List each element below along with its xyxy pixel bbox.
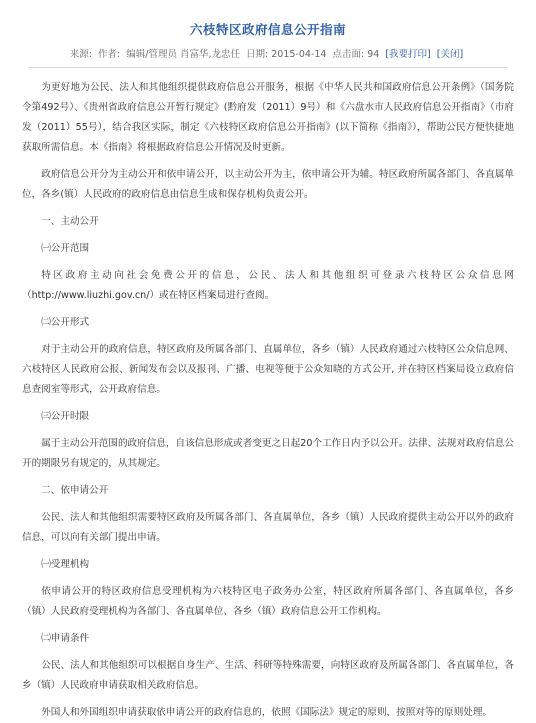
scope-paragraph: 特区政府主动向社会免费公开的信息，公民、法人和其他组织可登录六枝特区公众信息网（http://www.liuzhi.gov.cn/）或在特区档案局进行查阅。 bbox=[22, 270, 514, 301]
source-label: 来源: bbox=[69, 49, 92, 60]
accepting-agency-paragraph: 依申请公开的特区政府信息受理机构为六枝特区电子政务办公室，特区政府所属各部门、各直属单位，各乡（镇）人民政府受理机构为各部门、各直属单位、各乡（镇）政府信息公开工作机构。 bbox=[22, 586, 514, 617]
subheading-time-limit: ㈢公开时限 bbox=[41, 411, 90, 422]
article-meta bbox=[28, 46, 508, 68]
article-title: 六枝特区政府信息公开指南 bbox=[189, 22, 346, 37]
form-paragraph: 对于主动公开的政府信息，特区政府及所属各部门、直属单位，各乡（镇）人民政府通过六枝特区公众信息网、六枝特区人民政府公报、新闻发布会以及报刊、广播、电视等便于公众知晓的方式公开, 并在特区档案局设立政府信息查阅室等形式，公开政府信息。 bbox=[22, 344, 514, 395]
overview-paragraph: 政府信息公开分为主动公开和依申请公开，以主动公开为主，依申请公开为辅。特区政府所属各部门、各直属单位，各乡(镇）人民政府的政府信息由信息生成和保存机构负责公开。 bbox=[22, 169, 514, 200]
editors: 编辑/管理员 肖富华,龙忠任 bbox=[126, 49, 241, 60]
foreigners-paragraph: 外国人和外国组织申请获取依申请公开的政府信息的，依照《国际法》规定的原则，按照对等的原则处理。 bbox=[41, 707, 493, 718]
subheading-scope: ㈠公开范围 bbox=[41, 243, 90, 254]
publish-date: 2015-04-14 bbox=[271, 49, 327, 60]
section-heading-proactive: 一、主动公开 bbox=[41, 216, 99, 227]
intro-paragraph: 为更好地为公民、法人和其他组织提供政府信息公开服务，根据《中华人民共和国政府信息公开条例》（国务院令第492号）、《贵州省政府信息公开暂行规定》(黔府发（2011）9号）和《六盘水市人民政府信息公开指南》（市府发（2011）55号），结合我区实际，制定《六枝特区政府信息公开指南》(以下简称《指南》），帮助公民方便快捷地获取所需信息。本《指南》将根据政府信息公开情况及时更新。 bbox=[22, 82, 514, 153]
author-label: 作者: bbox=[98, 49, 121, 60]
time-limit-paragraph: 属于主动公开范围的政府信息，自该信息形成或者变更之日起20个工作日内予以公开。法律、法规对政府信息公开的期限另有规定的，从其规定。 bbox=[22, 438, 514, 469]
on-request-paragraph: 公民、法人和其他组织需要特区政府及所属各部门、各直属单位，各乡（镇）人民政府提供主动公开以外的政府信息，可以向有关部门提出申请。 bbox=[22, 512, 514, 543]
print-link[interactable]: [我要打印] bbox=[385, 49, 431, 60]
subheading-conditions: ㈡申请条件 bbox=[41, 633, 90, 644]
date-label: 日期: bbox=[246, 49, 269, 60]
section-heading-on-request: 二、依申请公开 bbox=[41, 485, 109, 496]
article-body bbox=[22, 78, 514, 723]
hits-label: 点击面: bbox=[332, 49, 365, 60]
conditions-paragraph: 公民、法人和其他组织可以根据自身生产、生活、科研等特殊需要，向特区政府及所属各部门、各直属单位，各乡（镇）人民政府申请获取相关政府信息。 bbox=[22, 660, 514, 691]
subheading-form: ㈡公开形式 bbox=[41, 317, 90, 328]
hit-count: 94 bbox=[367, 49, 380, 60]
subheading-accepting-agency: ㈠受理机构 bbox=[41, 559, 90, 570]
close-link[interactable]: [关闭] bbox=[436, 49, 464, 60]
